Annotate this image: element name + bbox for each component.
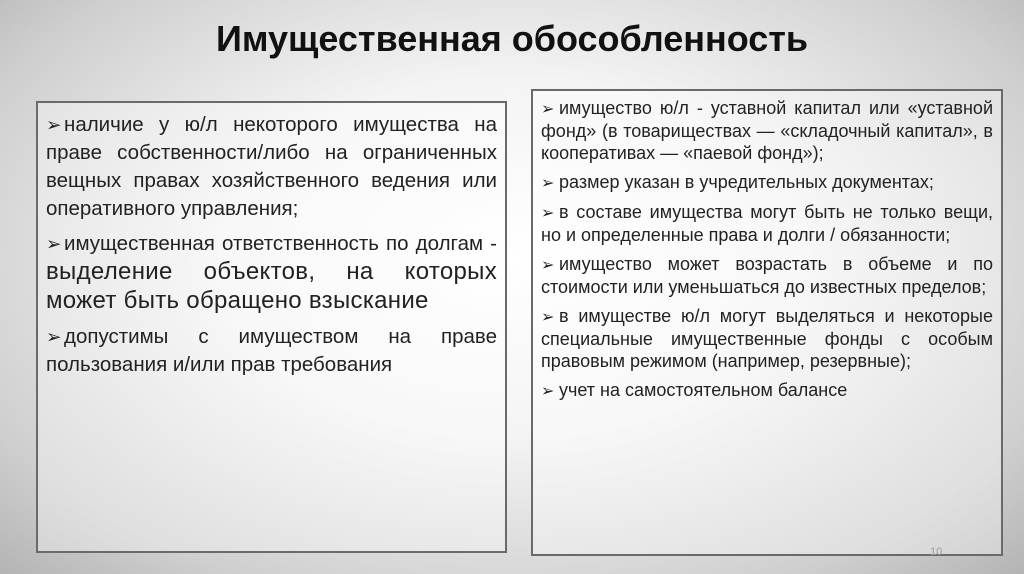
list-item-text: имущество может возрастать в объеме и по стоимости или уменьшаться до известных пределов; [541, 254, 993, 297]
list-item-text: наличие у ю/л некоторого имущества на праве собственности/либо на ограниченных вещных правах хозяйственного ведения или оперативного управления; [46, 113, 497, 220]
list-item [46, 230, 497, 316]
list-item [541, 171, 993, 194]
list-item [541, 253, 993, 298]
left-bullet-list [46, 111, 497, 379]
list-item-text: в имуществе ю/л могут выделяться и некоторые специальные имущественные фонды с особым правовым режимом (например, резервные); [541, 306, 993, 371]
slide-title: Имущественная обособленность [215, 18, 809, 59]
right-panel [531, 89, 1003, 556]
list-item-text: имущество ю/л - уставной капитал или «уставной фонд» (в товариществах — «складочный капитал», в кооперативах — «паевой фонд»); [541, 98, 993, 163]
list-item [541, 201, 993, 246]
arrow-bullet-icon: ➢ [46, 326, 62, 347]
arrow-bullet-icon: ➢ [541, 204, 555, 222]
list-item [541, 97, 993, 164]
list-item [46, 323, 497, 379]
arrow-bullet-icon: ➢ [541, 308, 555, 326]
list-item-text: учет на самостоятельном балансе [559, 380, 848, 400]
arrow-bullet-icon: ➢ [46, 233, 62, 254]
list-item-text: допустимы с имуществом на праве пользования и/или прав требования [46, 325, 497, 376]
arrow-bullet-icon: ➢ [541, 382, 555, 400]
list-item-text: имущественная ответственность по долгам - [64, 232, 497, 255]
list-item-text-emphasis: выделение объектов, на которых может быть обращено взыскание [46, 258, 497, 314]
list-item [541, 379, 993, 402]
left-panel [36, 101, 507, 553]
list-item [46, 111, 497, 223]
arrow-bullet-icon: ➢ [541, 174, 555, 192]
arrow-bullet-icon: ➢ [541, 256, 555, 274]
list-item-text: размер указан в учредительных документах; [559, 172, 934, 192]
right-bullet-list [541, 97, 993, 402]
arrow-bullet-icon: ➢ [46, 114, 62, 135]
list-item-text: в составе имущества могут быть не только вещи, но и определенные права и долги / обязанности; [541, 202, 993, 245]
arrow-bullet-icon: ➢ [541, 100, 555, 118]
page-number: 10 [930, 546, 943, 558]
list-item [541, 305, 993, 372]
